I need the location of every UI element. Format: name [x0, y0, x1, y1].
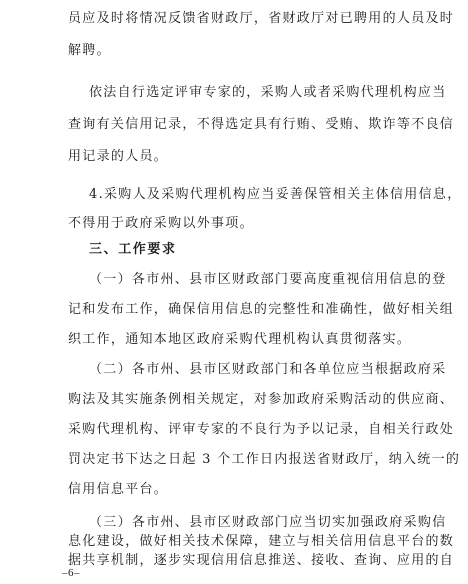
body-line: 罚决定书下达之日起 3 个工作日内报送省财政厅，纳入统一的: [68, 452, 461, 467]
body-line: 采购代理机构、评审专家的不良行为予以记录，自相关行政处: [68, 422, 455, 437]
body-line: 4.采购人及采购代理机构应当妥善保管相关主体信用信息，: [89, 187, 462, 202]
body-line: 据共享机制，逐步实现信用信息推送、接收、查询、应用的自: [68, 553, 455, 568]
section-heading: 三、工作要求: [89, 242, 177, 257]
body-line: （二）各市州、县市区财政部门和各单位应当根据政府采: [89, 362, 447, 377]
page-number: –6–: [62, 567, 80, 579]
body-line: 依法自行选定评审专家的，采购人或者采购代理机构应当: [89, 85, 447, 100]
body-line: （三）各市州、县市区财政部门应当切实加强政府采购信: [89, 515, 447, 530]
body-line: 信用信息平台。: [68, 482, 169, 497]
body-line: 员应及时将情况反馈省财政厅，省财政厅对已聘用的人员及时: [68, 11, 455, 26]
body-line: 查询有关信用记录，不得选定具有行贿、受贿、欺诈等不良信: [68, 117, 455, 132]
body-line: 解聘。: [68, 43, 111, 58]
body-line: （一）各市州、县市区财政部门要高度重视信用信息的登: [89, 272, 447, 287]
body-line: 购法及其实施条例相关规定，对参加政府采购活动的供应商、: [68, 392, 455, 407]
body-line: 用记录的人员。: [68, 149, 169, 164]
body-line: 织工作，通知本地区政府采购代理机构认真贯彻落实。: [68, 332, 412, 347]
body-line: 息化建设，做好相关技术保障，建立与相关信用信息平台的数: [68, 534, 455, 549]
body-line: 不得用于政府采购以外事项。: [68, 216, 254, 231]
body-line: 记和发布工作，确保信用信息的完整性和准确性，做好相关组: [68, 302, 455, 317]
